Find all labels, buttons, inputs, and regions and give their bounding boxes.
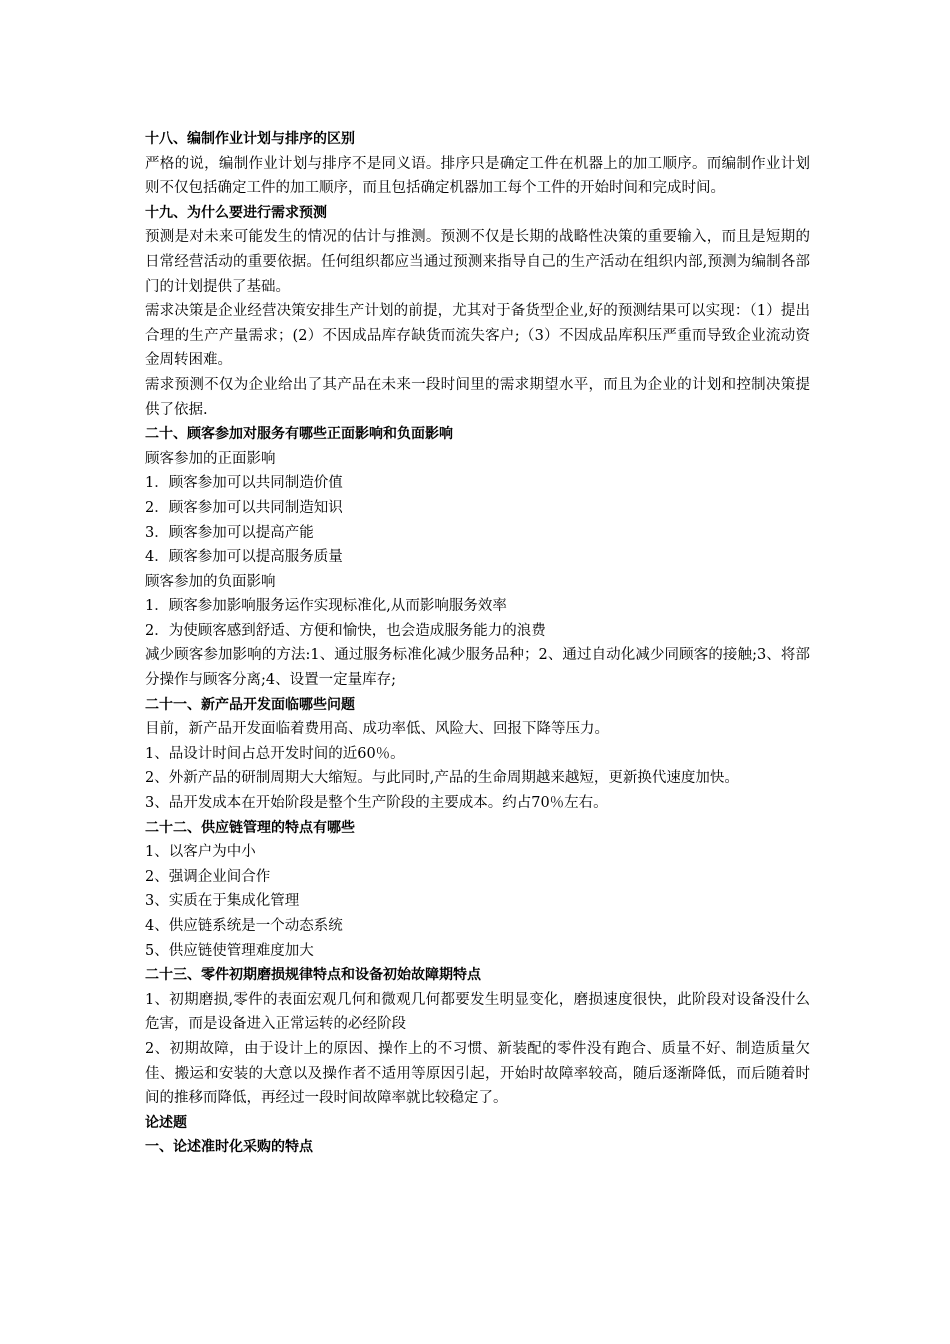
paragraph: 1、以客户为中小 bbox=[145, 844, 256, 861]
paragraph: 减少顾客参加影响的方法:1、通过服务标准化减少服务品种；2、通过自动化减少同顾客的接触;3、将部分操作与顾客分离;4、设置一定量库存; bbox=[145, 647, 810, 689]
paragraph: 4、供应链系统是一个动态系统 bbox=[145, 918, 343, 934]
paragraph: 2、强调企业间合作 bbox=[145, 868, 271, 885]
section-heading: 论述题 bbox=[145, 1114, 187, 1131]
paragraph: 3、实质在于集成化管理 bbox=[145, 893, 300, 910]
paragraph: 1．顾客参加影响服务运作实现标准化,从而影响服务效率 bbox=[145, 598, 507, 615]
paragraph: 2．顾客参加可以共同制造知识 bbox=[145, 499, 343, 516]
document-page bbox=[145, 127, 810, 1160]
section-heading: 一、论述准时化采购的特点 bbox=[145, 1139, 313, 1156]
paragraph: 1、品设计时间占总开发时间的近60％。 bbox=[145, 745, 405, 762]
paragraph: 3、品开发成本在开始阶段是整个生产阶段的主要成本。约占70％左右。 bbox=[145, 795, 608, 812]
paragraph: 顾客参加的负面影响 bbox=[145, 573, 276, 590]
section-heading: 十八、编制作业计划与排序的区别 bbox=[145, 131, 355, 147]
paragraph: 1．顾客参加可以共同制造价值 bbox=[145, 475, 343, 492]
section-heading: 二十一、新产品开发面临哪些问题 bbox=[145, 696, 355, 713]
paragraph: 4．顾客参加可以提高服务质量 bbox=[145, 549, 343, 566]
paragraph: 预测是对未来可能发生的情况的估计与推测。预测不仅是长期的战略性决策的重要输入，而且是短期的日常经营活动的重要依据。任何组织都应当通过预测来指导自己的生产活动在组织内部,预测为编制各部门的计划提供了基础。 bbox=[145, 229, 810, 295]
section-heading: 二十三、零件初期磨损规律特点和设备初始故障期特点 bbox=[145, 967, 481, 984]
paragraph: 2、外新产品的研制周期大大缩短。与此同时,产品的生命周期越来越短，更新换代速度加快。 bbox=[145, 770, 739, 787]
paragraph: 严格的说，编制作业计划与排序不是同义语。排序只是确定工件在机器上的加工顺序。而编制作业计划则不仅包括确定工件的加工顺序，而且包括确定机器加工每个工件的开始时间和完成时间。 bbox=[145, 155, 810, 197]
paragraph: 目前，新产品开发面临着费用高、成功率低、风险大、回报下降等压力。 bbox=[145, 721, 609, 738]
paragraph: 顾客参加的正面影响 bbox=[145, 450, 276, 467]
section-heading: 十九、为什么要进行需求预测 bbox=[145, 204, 327, 221]
paragraph: 需求决策是企业经营决策安排生产计划的前提，尤其对于备货型企业,好的预测结果可以实现：（1）提出合理的生产产量需求；(2）不因成品库存缺货而流失客户;（3）不因成品库积压严重而导致企业流动资金周转困难。 bbox=[145, 303, 810, 369]
paragraph: 1、初期磨损,零件的表面宏观几何和微观几何都要发生明显变化，磨损速度很快，此阶段对设备没什么危害，而是设备进入正常运转的必经阶段 bbox=[145, 991, 810, 1033]
paragraph: 需求预测不仅为企业给出了其产品在未来一段时间里的需求期望水平，而且为企业的计划和控制决策提供了依据. bbox=[145, 376, 810, 418]
paragraph: 2、初期故障，由于设计上的原因、操作上的不习惯、新装配的零件没有跑合、质量不好、制造质量欠佳、搬运和安装的大意以及操作者不适用等原因引起，开始时故障率较高，随后逐渐降低，而后随着时间的推移而降低，再经过一段时间故障率就比较稳定了。 bbox=[145, 1040, 810, 1107]
section-heading: 二十二、供应链管理的特点有哪些 bbox=[145, 819, 355, 836]
paragraph: 5、供应链使管理难度加大 bbox=[145, 942, 314, 959]
paragraph: 2．为使顾客感到舒适、方便和愉快，也会造成服务能力的浪费 bbox=[145, 622, 546, 639]
paragraph: 3．顾客参加可以提高产能 bbox=[145, 524, 314, 541]
section-heading: 二十、顾客参加对服务有哪些正面影响和负面影响 bbox=[145, 426, 453, 443]
